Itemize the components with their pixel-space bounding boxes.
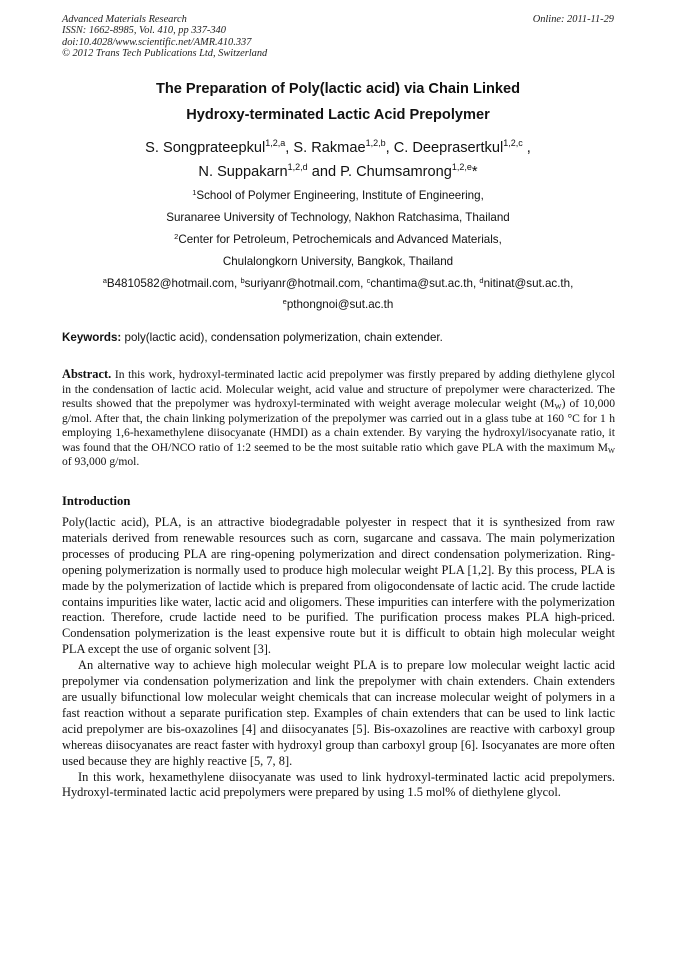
author-name: , S. Rakmae [285, 140, 366, 156]
author-name: N. Suppakarn [198, 164, 288, 180]
abstract-subscript: W [554, 402, 562, 411]
online-date: Online: 2011-11-29 [532, 14, 614, 25]
email-mark: a [102, 276, 107, 285]
introduction-body [62, 515, 615, 801]
author-line-2 [62, 164, 614, 180]
corresponding-author-mark: * [471, 164, 478, 180]
affiliation-text: School of Polymer Engineering, Institute of Engineering, [196, 189, 484, 202]
email-line-1 [62, 277, 614, 290]
affiliation-1-line-2: Suranaree University of Technology, Nakhon Ratchasima, Thailand [166, 211, 510, 224]
body-paragraph: In this work, hexamethylene diisocyanate was used to link hydroxyl-terminated lactic acid prepolymers. Hydroxyl-terminated lactic acid prepolymers were prepared by using 1.5 mol% of diethylene glycol. [62, 769, 615, 800]
affiliation-1-line-1 [62, 189, 614, 202]
keywords-text: poly(lactic acid), condensation polymerization, chain extender. [121, 331, 443, 344]
author-affil-mark: 1,2,d [287, 162, 308, 172]
abstract-text: In this work, hydroxyl-terminated lactic acid prepolymer was firstly prepared by adding diethylene glycol in the condensation of lactic acid. Molecular weight, acid value and structure of prepolymer were characterized. The results showed that the prepolymer was hydroxyl-terminated with weight average molecular weight (M [62, 368, 615, 410]
journal-copyright: © 2012 Trans Tech Publications Ltd, Switzerland [62, 48, 268, 60]
journal-name: Advanced Materials Research [62, 14, 187, 25]
email-address[interactable]: suriyanr@hotmail.com, [244, 277, 367, 290]
journal-doi[interactable]: doi:10.4028/www.scientific.net/AMR.410.337 [62, 36, 252, 48]
email-address[interactable]: nitinat@sut.ac.th, [483, 277, 574, 290]
abstract-label: Abstract. [62, 367, 112, 381]
author-separator: , [522, 140, 531, 156]
journal-issn: ISSN: 1662-8985, Vol. 410, pp 337-340 [62, 25, 226, 37]
paper-title-line-2: Hydroxy-terminated Lactic Acid Prepolymer [186, 107, 490, 123]
affiliation-mark: 2 [174, 232, 179, 241]
keywords-label: Keywords: [62, 331, 122, 344]
affiliation-text: Center for Petroleum, Petrochemicals and Advanced Materials, [178, 233, 502, 246]
email-mark: b [240, 276, 245, 285]
keywords [62, 331, 614, 344]
abstract [62, 367, 615, 470]
affiliation-2-line-1 [62, 233, 614, 246]
body-paragraph: An alternative way to achieve high molecular weight PLA is to prepare low molecular weight lactic acid prepolymer via condensation polymerization and link the prepolymer with chain extenders. Chain extenders are usually bifunctional low molecular weight chemicals that can increase molecular weight of polymers in a fast reaction without a separate purification step. Examples of chain extenders that can be used to link lactic acid prepolymer are bis-oxazolines [4] and diisocyanates [5]. Bis-oxazolines are reactive with carboxyl group whereas diisocyanates are react faster with hydroxyl group than carboxyl group [6]. Isocyanates are more often used because they are highly reactive [5, 7, 8]. [62, 658, 615, 768]
author-affil-mark: 1,2,c [503, 138, 523, 148]
author-name: S. Songprateepkul [145, 140, 266, 156]
email-mark: e [282, 297, 287, 306]
journal-header [62, 14, 267, 60]
author-name: and P. Chumsamrong [307, 164, 452, 180]
author-affil-mark: 1,2,e [451, 162, 472, 172]
abstract-subscript: W [607, 445, 615, 455]
email-address[interactable]: chantima@sut.ac.th, [370, 277, 480, 290]
email-address[interactable]: pthongnoi@sut.ac.th [286, 298, 394, 311]
affiliation-2-line-2: Chulalongkorn University, Bangkok, Thailand [222, 255, 454, 268]
email-mark: c [366, 276, 371, 285]
abstract-text: of 93,000 g/mol. [62, 455, 140, 468]
author-affil-mark: 1,2,b [365, 138, 386, 148]
body-paragraph: Poly(lactic acid), PLA, is an attractive biodegradable polyester in respect that it is synthesized from raw materials derived from renewable resources such as corn, sugarcane and cassava. The main polymerization processes of producing PLA are ring-opening polymerization and direct condensation polymerization. Ring-opening polymerization is normally used to produce high molecular weight PLA [1,2]. By this process, PLA is made by the polymerization of lactide which is prepared from oligocondensate of lactic acid. The crude lactide contains impurities like water, lactic acid and oligomers. These impurities can interfere with the polymerization reaction. Therefore, crude lactide need to be purified. The purification process makes PLA high-priced. Condensation polymerization is the least expensive route but it is difficult to obtain high molecular weight PLA except the use of organic solvent [3]. [62, 515, 615, 657]
author-affil-mark: 1,2,a [265, 138, 286, 148]
abstract-text: ) of 10,000 g/mol. After that, the chain linking polymerization of the prepolymer was carried out in a glass tube at 160 °C for 1 h employing 1,6-hexamethylene diisocyanate (HMDI) as a chain extender. By varying the hydroxyl/isocyanate ratio, it was found that the OH/NCO ratio of 1:2 seemed to be the most suitable ratio which gave PLA with the maximum M [62, 397, 615, 454]
affiliation-mark: 1 [192, 188, 197, 197]
section-heading-introduction: Introduction [62, 494, 131, 508]
email-address[interactable]: B4810582@hotmail.com, [106, 277, 241, 290]
paper-title-line-1: The Preparation of Poly(lactic acid) via Chain Linked [155, 81, 521, 97]
email-mark: d [479, 276, 484, 285]
email-line-2 [62, 298, 614, 311]
author-name: , C. Deeprasertkul [385, 140, 504, 156]
author-line-1 [62, 140, 614, 156]
